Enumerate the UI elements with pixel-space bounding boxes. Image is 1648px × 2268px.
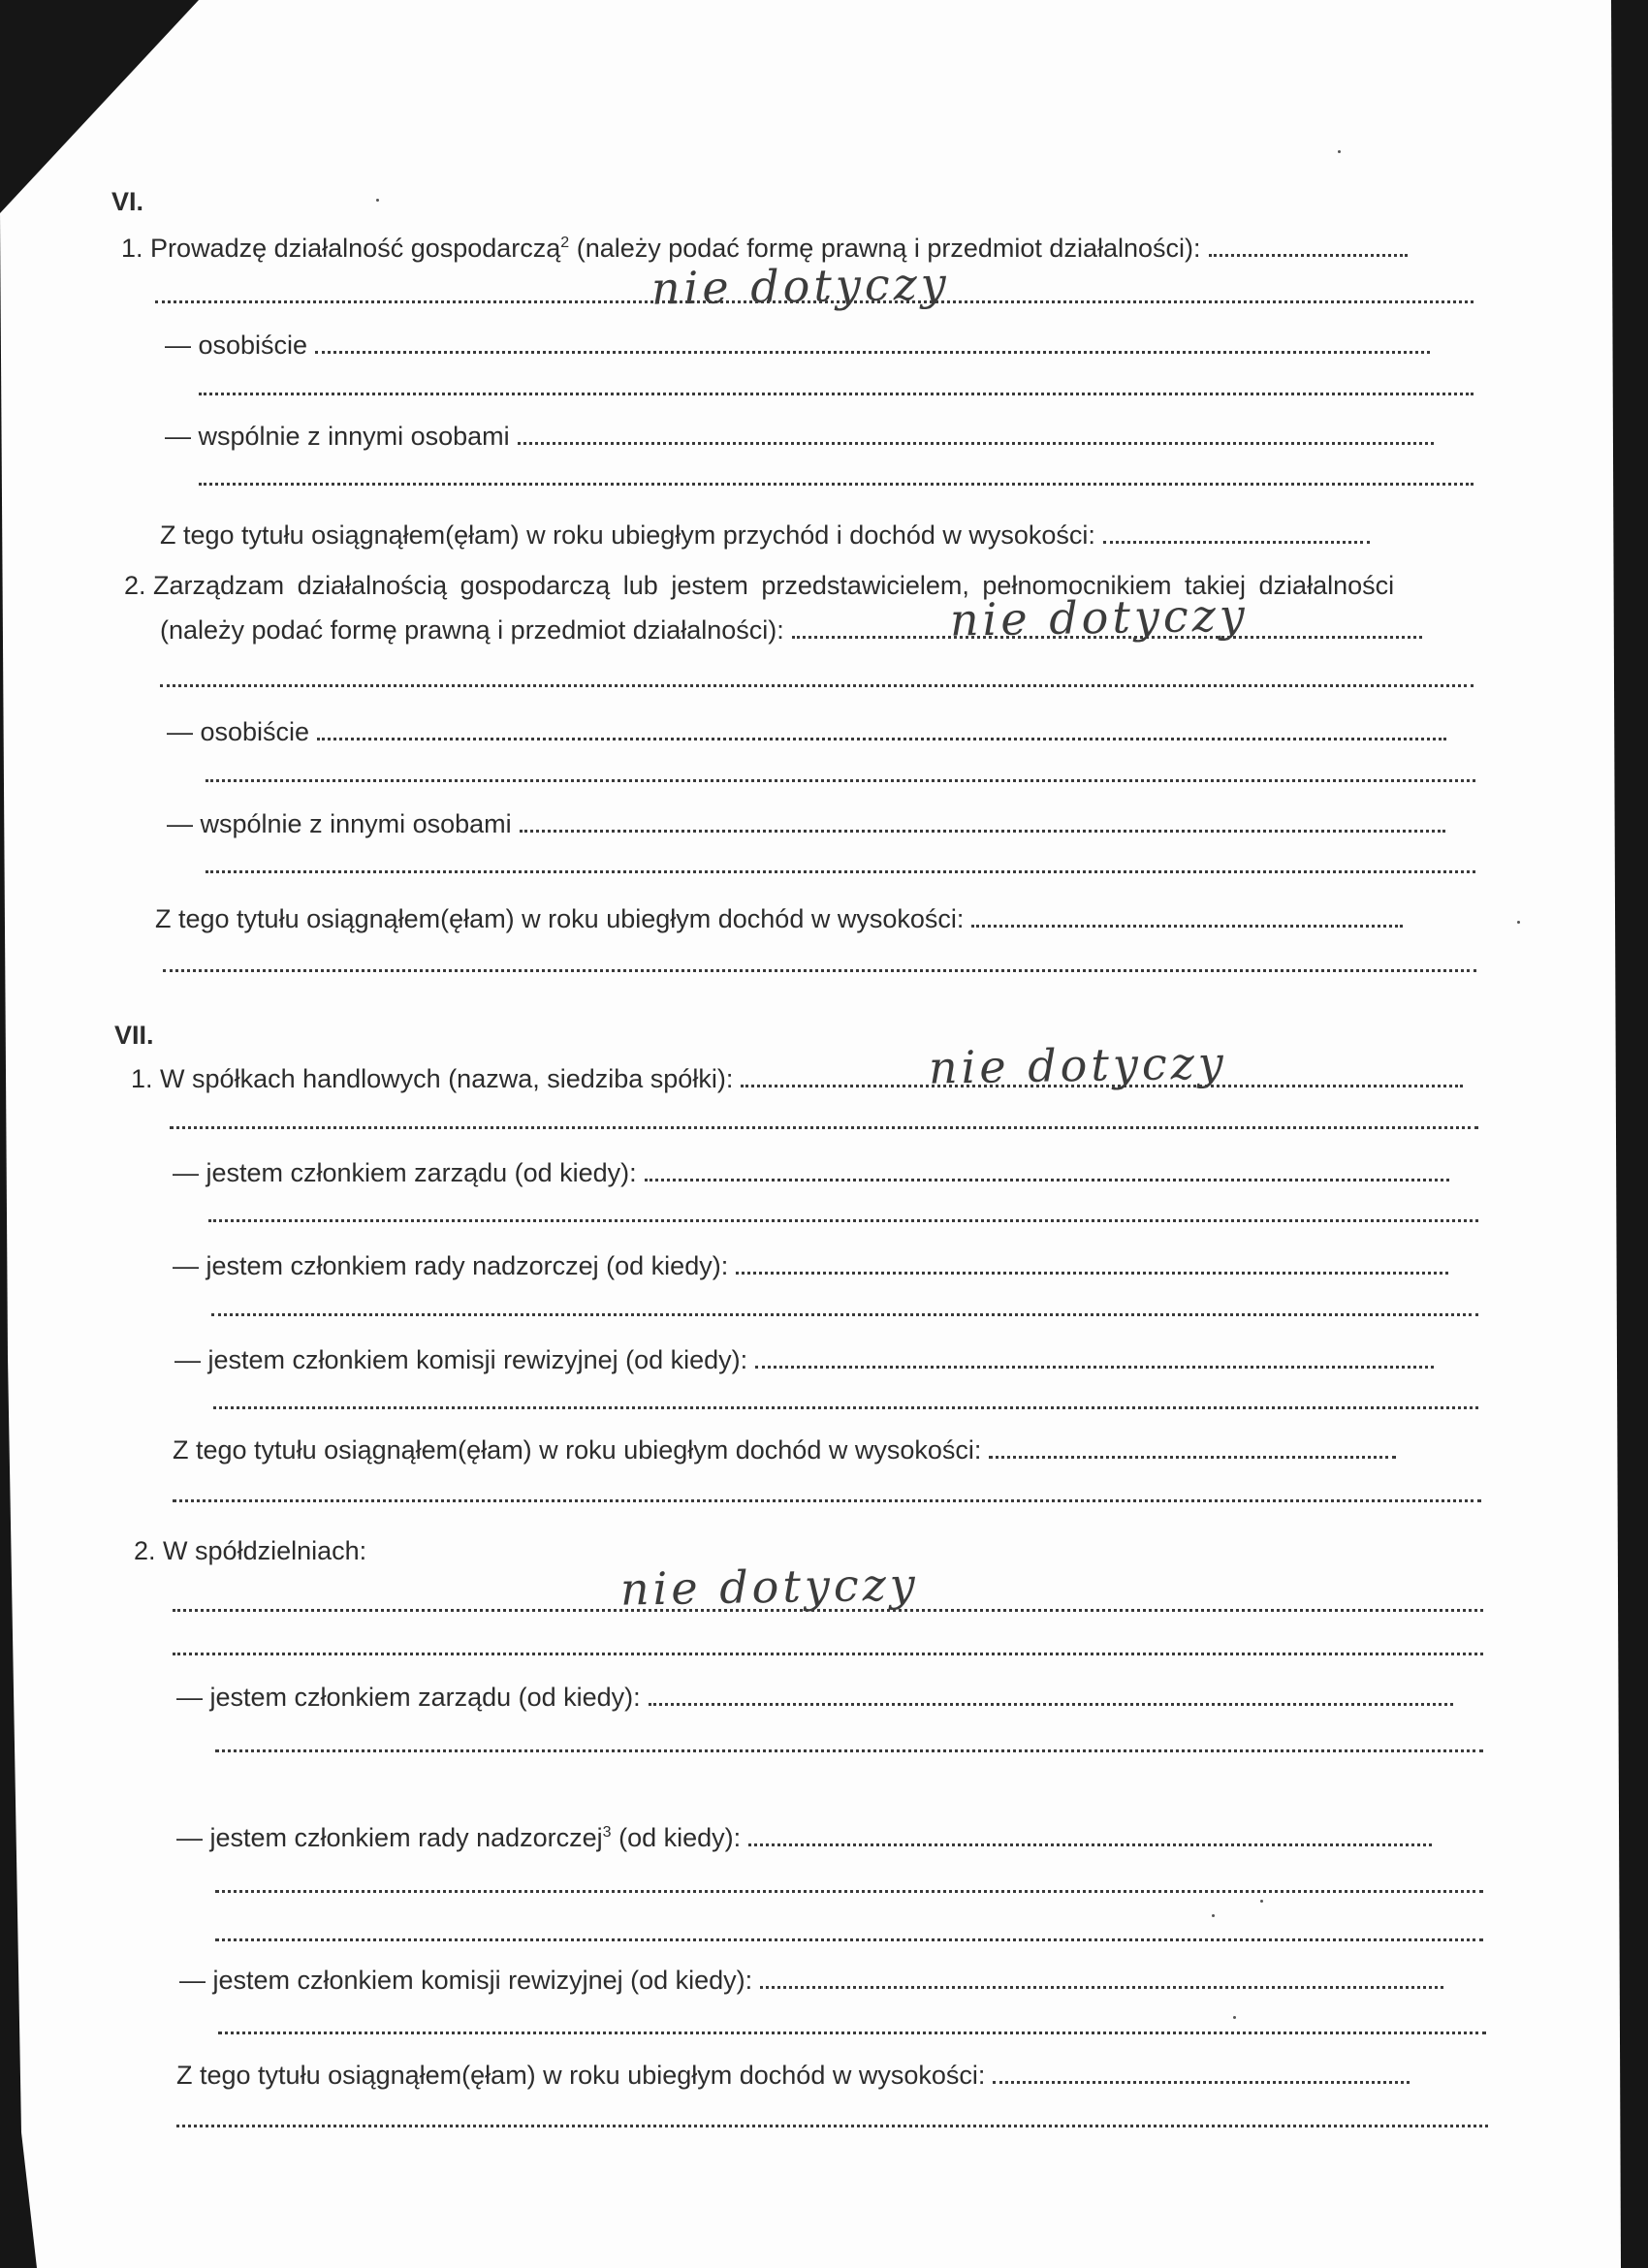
dotted-fill[interactable] bbox=[315, 351, 1430, 354]
income-label: Z tego tytułu osiągnąłem(ęłam) w roku ubiegłym przychód i dochód w wysokości: bbox=[160, 520, 1095, 550]
scan-speck bbox=[1260, 1900, 1263, 1903]
dotted-answer-line[interactable] bbox=[199, 393, 1474, 395]
handwritten-answer: nie dotyczy bbox=[650, 257, 951, 315]
dotted-fill[interactable] bbox=[971, 925, 1403, 928]
vi-item1-income bbox=[160, 518, 1370, 552]
vii-item1-income bbox=[173, 1433, 1396, 1467]
dotted-fill[interactable] bbox=[989, 1456, 1396, 1459]
income-label: Z tego tytułu osiągnąłem(ęłam) w roku ubiegłym dochód w wysokości: bbox=[173, 1435, 982, 1465]
vii-item2-board bbox=[176, 1680, 1453, 1715]
vii-item2-label bbox=[134, 1533, 366, 1568]
option-label: — osobiście bbox=[167, 717, 310, 746]
dotted-fill[interactable] bbox=[645, 1179, 1449, 1181]
section-vii-heading: VII. bbox=[114, 1021, 154, 1050]
option-label: — jestem członkiem zarządu (od kiedy): bbox=[176, 1683, 641, 1712]
item-number: 2. bbox=[124, 571, 146, 600]
option-label: — jestem członkiem komisji rewizyjnej (od kiedy): bbox=[174, 1345, 748, 1374]
option-label: — jestem członkiem komisji rewizyjnej (od kiedy): bbox=[179, 1966, 753, 1995]
scan-speck bbox=[1212, 1914, 1215, 1917]
scan-speck bbox=[376, 199, 379, 202]
dotted-answer-line[interactable] bbox=[206, 870, 1475, 873]
vii-item2-supervisory bbox=[176, 1820, 1432, 1855]
vi-item1-jointly bbox=[165, 419, 1434, 454]
option-label: — jestem członkiem zarządu (od kiedy): bbox=[173, 1158, 637, 1187]
vii-item1-supervisory bbox=[173, 1248, 1448, 1283]
dotted-fill bbox=[1209, 254, 1408, 257]
dotted-answer-line[interactable] bbox=[215, 1890, 1483, 1893]
item-text-cont: (należy podać formę prawną i przedmiot działalności): bbox=[569, 234, 1201, 263]
option-label: — wspólnie z innymi osobami bbox=[167, 809, 512, 838]
handwritten-answer: nie dotyczy bbox=[619, 1558, 920, 1616]
item-number: 1. bbox=[131, 1064, 153, 1093]
scan-speck bbox=[1338, 150, 1341, 153]
dotted-fill[interactable] bbox=[755, 1366, 1434, 1369]
handwritten-answer: nie dotyczy bbox=[949, 588, 1250, 646]
footnote-ref: 2 bbox=[560, 235, 570, 251]
dotted-answer-line[interactable] bbox=[208, 1219, 1478, 1222]
option-label: — jestem członkiem rady nadzorczej bbox=[176, 1823, 603, 1852]
scan-speck bbox=[1233, 2016, 1236, 2019]
dotted-answer-line[interactable] bbox=[173, 1499, 1481, 1502]
dotted-answer-line[interactable] bbox=[176, 2125, 1488, 2127]
vii-item1-label bbox=[131, 1061, 1463, 1096]
dotted-answer-line[interactable] bbox=[163, 969, 1476, 972]
footnote-ref: 3 bbox=[602, 1824, 612, 1841]
section-vi-heading: VI. bbox=[111, 187, 144, 216]
vii-item2-income bbox=[176, 2058, 1410, 2093]
option-label: — wspólnie z innymi osobami bbox=[165, 422, 510, 451]
dotted-answer-line[interactable] bbox=[206, 779, 1475, 782]
vi-item2-personally bbox=[167, 714, 1446, 749]
vi-item1-personally bbox=[165, 328, 1430, 362]
dotted-answer-line[interactable] bbox=[173, 1609, 1483, 1612]
dotted-answer-line[interactable] bbox=[199, 483, 1474, 486]
vii-item1-audit bbox=[174, 1342, 1434, 1377]
dotted-fill[interactable] bbox=[736, 1272, 1448, 1275]
dotted-answer-line[interactable] bbox=[211, 1313, 1478, 1316]
scan-speck bbox=[1517, 921, 1520, 924]
item-text: W spółdzielniach: bbox=[163, 1536, 367, 1565]
option-label: — osobiście bbox=[165, 331, 308, 360]
dotted-answer-line[interactable] bbox=[218, 2032, 1486, 2034]
dotted-fill[interactable] bbox=[649, 1703, 1453, 1706]
income-label: Z tego tytułu osiągnąłem(ęłam) w roku ubiegłym dochód w wysokości: bbox=[155, 904, 965, 933]
dotted-fill[interactable] bbox=[748, 1843, 1432, 1846]
dotted-answer-line[interactable] bbox=[173, 1653, 1483, 1655]
dotted-answer-line[interactable] bbox=[160, 684, 1474, 687]
item-text: Zarządzam działalnością gospodarczą lub jestem przedstawicielem, pełnomocnikiem takiej działalności bbox=[153, 571, 1395, 600]
item-text-cont: (należy podać formę prawną i przedmiot działalności): bbox=[160, 615, 784, 645]
dotted-fill[interactable] bbox=[518, 442, 1434, 445]
option-label: — jestem członkiem rady nadzorczej (od kiedy): bbox=[173, 1251, 729, 1280]
dotted-answer-line[interactable] bbox=[215, 1938, 1483, 1941]
vi-item2-income bbox=[155, 901, 1403, 936]
dotted-answer-line[interactable] bbox=[213, 1406, 1478, 1409]
item-number: 1. bbox=[121, 234, 143, 263]
dotted-answer-line[interactable] bbox=[215, 1749, 1483, 1752]
dotted-fill[interactable] bbox=[760, 1986, 1443, 1989]
vii-item2-audit bbox=[179, 1963, 1443, 1998]
dotted-fill[interactable] bbox=[1103, 541, 1370, 544]
dotted-answer-line[interactable] bbox=[170, 1126, 1478, 1129]
item-number: 2. bbox=[134, 1536, 156, 1565]
item-text: W spółkach handlowych (nazwa, siedziba spółki): bbox=[160, 1064, 734, 1093]
income-label: Z tego tytułu osiągnąłem(ęłam) w roku ubiegłym dochód w wysokości: bbox=[176, 2061, 986, 2090]
dotted-fill[interactable] bbox=[993, 2081, 1410, 2084]
vi-item2-jointly bbox=[167, 806, 1445, 841]
item-text: Prowadzę działalność gospodarczą bbox=[150, 234, 561, 263]
vii-item1-board bbox=[173, 1155, 1449, 1190]
option-label-cont: (od kiedy): bbox=[611, 1823, 742, 1852]
handwritten-answer: nie dotyczy bbox=[928, 1036, 1228, 1094]
dotted-fill[interactable] bbox=[317, 738, 1446, 740]
dotted-fill[interactable] bbox=[520, 830, 1445, 833]
